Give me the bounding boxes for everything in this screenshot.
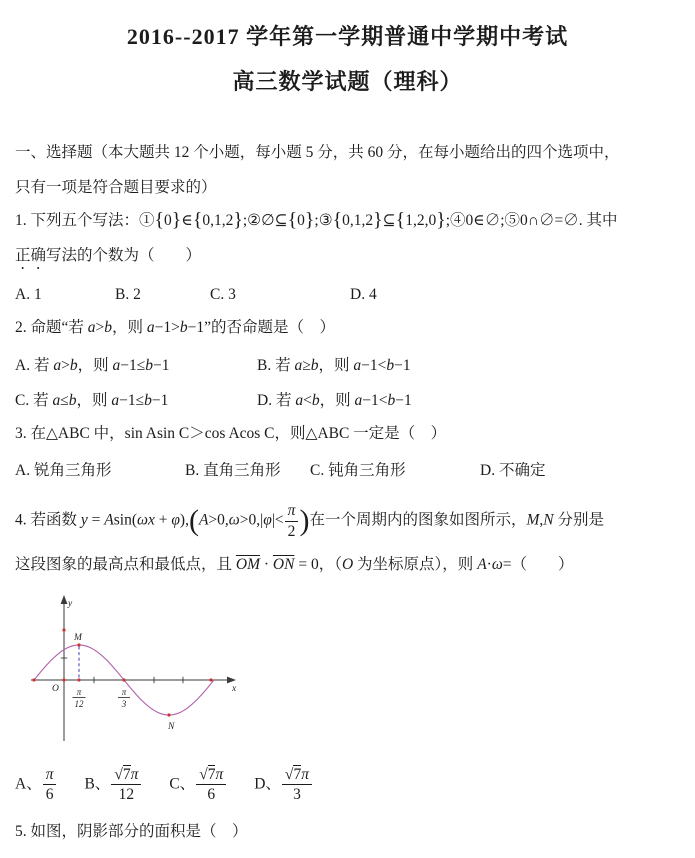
question-5 [15,821,680,843]
option-d: D、 $\frac{√7\pi}{3}$ [254,766,313,804]
section-heading-line1: 一、选择题（本大题共 12 个小题，每小题 5 分，共 60 分，在每小题给出的四个选项中， [15,144,620,161]
question-5-stem: 5. 如图，阴影部分的面积是（ ） [15,823,248,841]
option-d: D. 若 a<b，则 a−1<b−1 [257,391,412,409]
x-axis-label: x [232,683,237,694]
y-axis-label: y [68,598,73,609]
option-a: A. 若 a>b，则 a−1≤b−1 [15,356,170,374]
curve-start-point [32,678,35,681]
option-b: B、 $\frac{√7\pi}{12}$ [84,766,142,804]
min-point-n [167,713,170,716]
option-d: D. 不确定 [480,462,546,480]
question-3 [15,423,680,480]
origin-label: O [52,683,59,694]
option-c: C、 $\frac{√7\pi}{6}$ [169,766,227,804]
option-a: A、 $\frac{\pi}{6}$ [15,766,57,804]
tick-label-pi-over-12-numerator: π [76,686,82,697]
question-1-stem: 1. 下列五个写法：①{0}∈{0,1,2};②∅⊆{0};③{0,1,2}⊆{1,2,0};④0∈∅;⑤0∩∅=∅. 其中 [15,208,618,231]
section-heading-line2: 只有一项是符合题目要求的） [15,179,217,196]
option-b: B. 若 a≥b，则 a−1<b−1 [257,356,411,374]
question-2 [15,317,680,409]
pi-over-3-point [122,678,125,681]
option-a: A. 1 [15,286,42,304]
origin-point [62,678,65,681]
question-4-stem-line1: 4. 若函数 y = Asin(ωx + φ),(A>0,ω>0,|φ|< $\frac{\pi}{2}$ )在一个周期内的图象如图所示，M,N 分别是 [15,502,604,540]
max-point-label: M [74,632,82,643]
question-1 [15,210,680,304]
question-4 [15,502,680,803]
question-3-stem: 3. 在△ABC 中，sin Asin C＞cos Acos C，则△ABC 一定是（ ） [15,424,447,442]
page-title: 2016--2017 学年第一学期普通中学期中考试 [126,24,569,49]
tick-label-pi-over-3-numerator: π [121,686,127,697]
tick-label-pi-over-3-denominator: 3 [121,698,127,709]
option-a: A. 锐角三角形 [15,462,112,480]
question-4-stem-line2: 这段图象的最高点和最低点，且 $\overline{OM} \cdot \overline{ON} = 0$，（O 为坐标原点），则 A·ω=（ ） [15,556,574,574]
x-axis-arrow-icon [227,676,236,683]
sine-function-graph [31,593,243,745]
y-axis-marker-point [62,628,65,631]
question-1-options [15,286,680,304]
question-4-options [15,766,680,804]
question-3-options [15,458,680,480]
question-2-stem: 2. 命题“若 a>b，则 a−1>b−1”的否命题是（ ） [15,319,336,337]
option-c: C. 3 [210,286,236,304]
option-c: C. 钝角三角形 [310,462,406,480]
max-point-m [77,643,80,646]
option-b: B. 2 [115,286,141,304]
tick-label-pi-over-12-denominator: 12 [74,698,84,709]
min-point-label: N [168,721,175,732]
question-2-options-row2 [15,388,680,410]
question-1-stem2: 正确写法的个数为（ ） [15,247,202,265]
pi-over-12-point [77,678,80,681]
question-4-figure [31,593,680,750]
y-axis-arrow-icon [61,595,68,604]
option-c: C. 若 a≤b，则 a−1≤b−1 [15,391,169,409]
option-b: B. 直角三角形 [185,462,281,480]
curve-end-point [209,678,212,681]
page-subtitle: 高三数学试题（理科） [232,69,463,94]
option-d: D. 4 [350,286,377,304]
question-2-options-row1 [15,353,680,375]
